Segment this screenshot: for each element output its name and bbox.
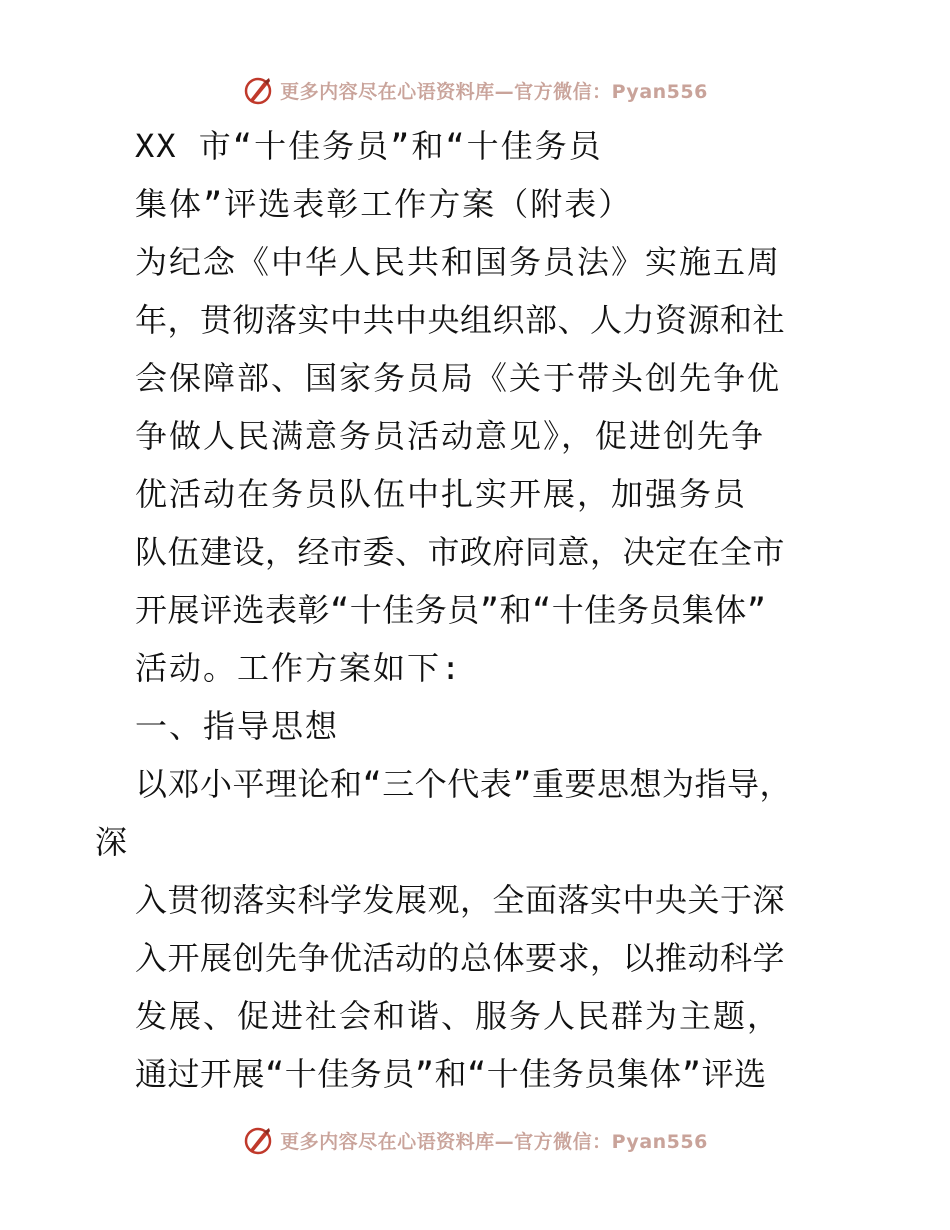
quill-pen-seal-icon [242, 1124, 274, 1156]
paragraph-line: 活动。工作方案如下: [135, 649, 463, 687]
paragraph-line: 深 [95, 823, 130, 861]
header-watermark [0, 70, 950, 110]
paragraph-line: 队伍建设，经市委、市政府同意，决定在全市 [135, 533, 786, 571]
paragraph-line: 开展评选表彰“十佳务员”和“十佳务员集体” [135, 591, 767, 629]
paragraph-line: 会保障部、国家务员局《关于带头创先争优 [135, 359, 782, 397]
title-line-2: 集体”评选表彰工作方案（附表） [135, 185, 633, 223]
paragraph-line: 入贯彻落实科学发展观，全面落实中央关于深 [135, 881, 786, 919]
paragraph-line: 年，贯彻落实中共中央组织部、人力资源和社 [135, 301, 786, 339]
watermark-group [242, 74, 708, 106]
paragraph-line: 入开展创先争优活动的总体要求，以推动科学 [135, 939, 786, 977]
paragraph-line: 优活动在务员队伍中扎实开展，加强务员 [135, 475, 748, 513]
quill-pen-seal-icon [242, 74, 274, 106]
section-heading: 一、指导思想 [135, 707, 340, 745]
watermark-text: 更多内容尽在心语资料库—官方微信：Pyan556 [280, 1130, 708, 1153]
document-body [0, 117, 950, 1103]
paragraph-line: 通过开展“十佳务员”和“十佳务员集体”评选 [135, 1055, 767, 1093]
footer-watermark [0, 1120, 950, 1160]
watermark-group [242, 1124, 708, 1156]
paragraph-line: 为纪念《中华人民共和国务员法》实施五周 [135, 243, 782, 281]
title-line-1: XX 市“十佳务员”和“十佳务员 [135, 127, 603, 165]
paragraph-line: 发展、促进社会和谐、服务人民群为主题， [135, 997, 782, 1035]
paragraph-line: 以邓小平理论和“三个代表”重要思想为指导， [135, 765, 793, 803]
watermark-text: 更多内容尽在心语资料库—官方微信：Pyan556 [280, 80, 708, 103]
paragraph-line: 争做人民满意务员活动意见》，促进创先争 [135, 417, 766, 455]
